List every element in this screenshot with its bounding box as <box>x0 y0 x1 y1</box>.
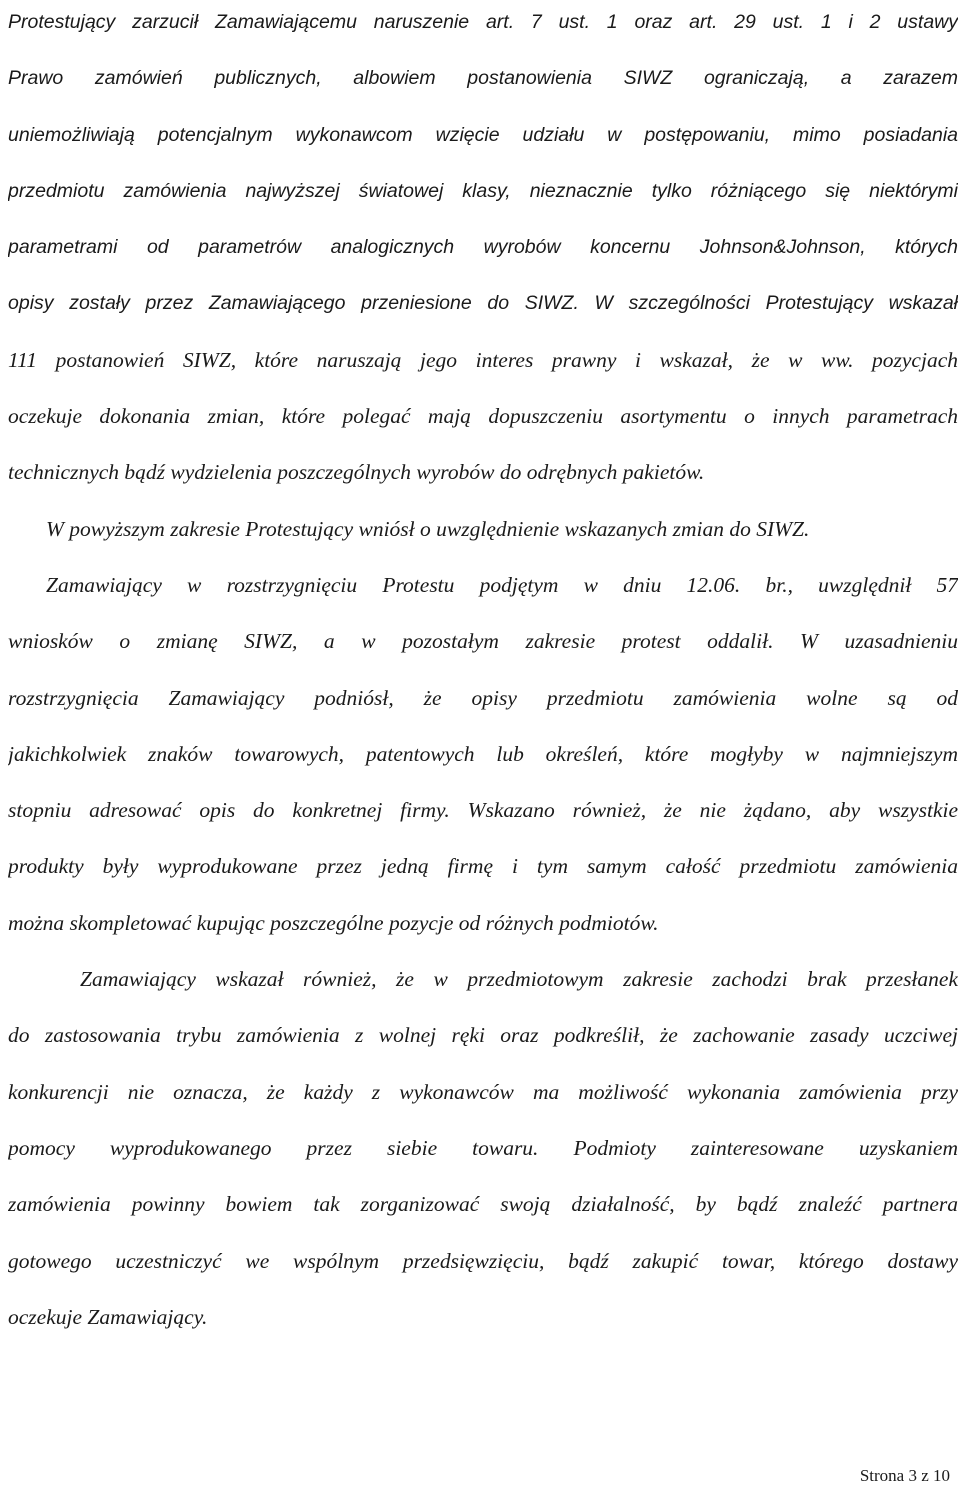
text-line-21: pomocy wyprodukowanego przez siebie towaru. Podmioty zainteresowane uzyskaniem <box>8 1135 958 1160</box>
document-body <box>8 0 958 1345</box>
text-line-3: uniemożliwiają potencjalnym wykonawcom wzięcie udziału w postępowaniu, mimo posiadania <box>8 123 958 146</box>
text-line-23: gotowego uczestniczyć we wspólnym przedsięwzięciu, bądź zakupić towar, którego dostawy <box>8 1248 958 1273</box>
text-line-19: do zastosowania trybu zamówienia z wolnej ręki oraz podkreślił, że zachowanie zasady uczciwej <box>8 1023 958 1048</box>
text-line-10: W powyższym zakresie Protestujący wniósł o uwzględnienie wskazanych zmian do SIWZ. <box>46 516 810 541</box>
text-line-14: jakichkolwiek znaków towarowych, patentowych lub określeń, które mogłyby w najmniejszym <box>8 741 958 766</box>
text-line-8: oczekuje dokonania zmian, które polegać mają dopuszczeniu asortymentu o innych parametrach <box>8 404 958 429</box>
text-line-17: można skompletować kupując poszczególne pozycje od różnych podmiotów. <box>8 910 659 935</box>
text-line-6: opisy zostały przez Zamawiającego przeniesione do SIWZ. W szczególności Protestujący wskazał <box>8 292 958 315</box>
text-line-4: przedmiotu zamówienia najwyższej światowej klasy, nieznacznie tylko różniącego się niektórymi <box>8 179 958 202</box>
text-line-20: konkurencji nie oznacza, że każdy z wykonawców ma możliwość wykonania zamówienia przy <box>8 1079 958 1104</box>
text-line-16: produkty były wyprodukowane przez jedną firmę i tym samym całość przedmiotu zamówienia <box>8 854 958 879</box>
text-line-5: parametrami od parametrów analogicznych wyrobów koncernu Johnson&Johnson, których <box>8 236 958 259</box>
page-number-footer: Strona 3 z 10 <box>859 1466 950 1485</box>
text-line-7: 111 postanowień SIWZ, które naruszają jego interes prawny i wskazał, że w ww. pozycjach <box>8 347 958 372</box>
text-line-18: Zamawiający wskazał również, że w przedmiotowym zakresie zachodzi brak przesłanek <box>80 967 958 992</box>
text-line-15: stopniu adresować opis do konkretnej firmy. Wskazano również, że nie żądano, aby wszystkie <box>8 798 958 823</box>
text-line-13: rozstrzygnięcia Zamawiający podniósł, że opisy przedmiotu zamówienia wolne są od <box>8 685 958 710</box>
text-line-24: oczekuje Zamawiający. <box>8 1304 208 1329</box>
text-line-2: Prawo zamówień publicznych, albowiem postanowienia SIWZ ograniczają, a zarazem <box>8 67 958 90</box>
text-line-1: Protestujący zarzucił Zamawiającemu naruszenie art. 7 ust. 1 oraz art. 29 ust. 1 i 2 ustawy <box>8 11 958 33</box>
text-line-11: Zamawiający w rozstrzygnięciu Protestu podjętym w dniu 12.06. br., uwzględnił 57 <box>46 572 958 597</box>
text-line-22: zamówienia powinny bowiem tak zorganizować swoją działalność, by bądź znaleźć partnera <box>8 1192 958 1217</box>
text-line-9: technicznych bądź wydzielenia poszczególnych wyrobów do odrębnych pakietów. <box>8 460 705 485</box>
text-line-12: wniosków o zmianę SIWZ, a w pozostałym zakresie protest oddalił. W uzasadnieniu <box>8 629 958 654</box>
